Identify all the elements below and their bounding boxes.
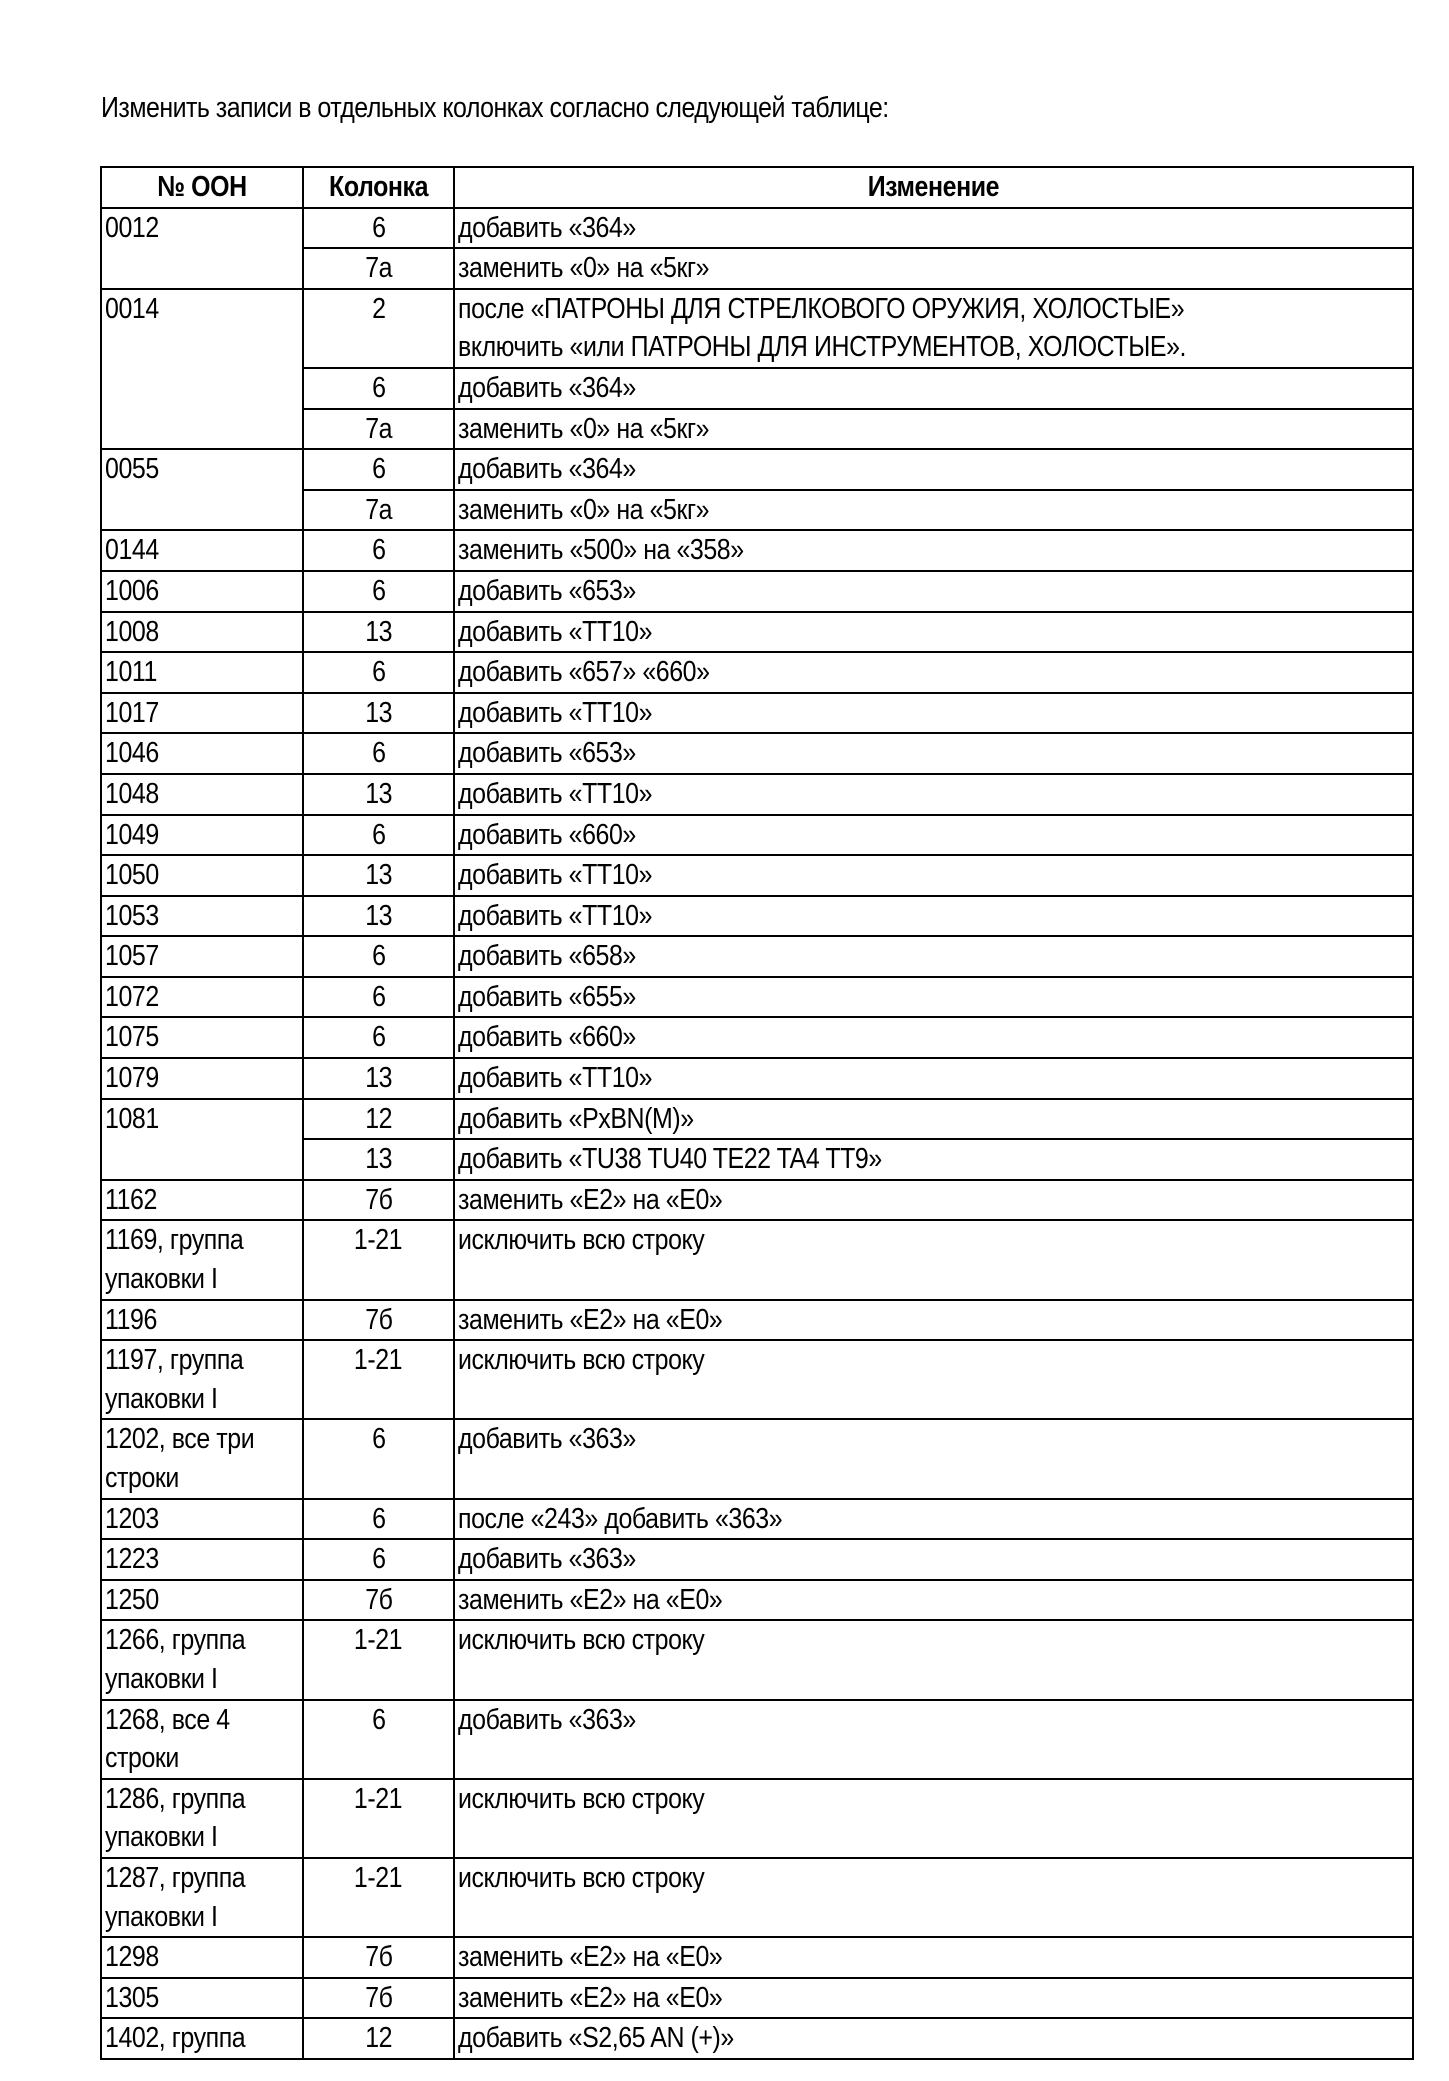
change-cell	[454, 1180, 1413, 1221]
column-cell: 6	[303, 733, 454, 774]
column-cell: 6	[303, 1539, 454, 1580]
cell-line: исключить всю строку	[458, 1344, 705, 1377]
cell-line: 1053	[105, 899, 159, 932]
table-row	[101, 208, 1413, 249]
table-header-row	[101, 167, 1413, 208]
column-cell: 7б	[303, 1978, 454, 2019]
cell-line: добавить «ТТ10»	[458, 859, 653, 892]
cell-line: заменить «Е2» на «Е0»	[458, 1183, 723, 1216]
table-row	[101, 530, 1413, 571]
change-cell	[454, 1017, 1413, 1058]
column-cell: 6	[303, 977, 454, 1018]
table-row	[101, 1858, 1413, 1937]
header-change: Изменение	[454, 167, 1413, 208]
column-cell: 6	[303, 936, 454, 977]
column-cell: 6	[303, 1499, 454, 1540]
changes-table	[100, 166, 1414, 2060]
cell-line: добавить «364»	[458, 371, 636, 404]
column-cell: 13	[303, 855, 454, 896]
change-cell	[454, 530, 1413, 571]
un-number-cell	[101, 733, 303, 774]
cell-line: добавить «ТТ10»	[458, 615, 653, 648]
table-row	[101, 815, 1413, 856]
column-cell: 7а	[303, 248, 454, 289]
change-cell	[454, 1419, 1413, 1498]
cell-line: 1162	[105, 1183, 157, 1216]
column-cell: 7б	[303, 1180, 454, 1221]
cell-line: 0144	[105, 534, 159, 567]
column-cell: 2	[303, 289, 454, 368]
un-number-cell	[101, 1539, 303, 1580]
un-number-cell	[101, 1499, 303, 1540]
table-row	[101, 936, 1413, 977]
cell-line: добавить «ТТ10»	[458, 696, 653, 729]
column-cell: 13	[303, 1139, 454, 1180]
column-cell: 13	[303, 774, 454, 815]
change-cell	[454, 1058, 1413, 1099]
cell-line: 0014	[105, 292, 159, 325]
intro-text: Изменить записи в отдельных колонках согласно следующей таблице:	[101, 92, 889, 124]
un-number-cell	[101, 977, 303, 1018]
cell-line: 1006	[105, 574, 159, 607]
cell-line: 1223	[105, 1543, 159, 1576]
un-number-cell	[101, 1300, 303, 1341]
change-cell	[454, 490, 1413, 531]
table-row	[101, 1539, 1413, 1580]
un-number-cell	[101, 571, 303, 612]
cell-line: 1075	[105, 1021, 159, 1054]
table-row	[101, 1300, 1413, 1341]
cell-line: строки	[105, 1742, 179, 1775]
change-cell	[454, 855, 1413, 896]
change-cell	[454, 1700, 1413, 1779]
change-cell	[454, 1978, 1413, 2019]
cell-line: исключить всю строку	[458, 1861, 705, 1894]
column-cell: 1-21	[303, 1340, 454, 1419]
cell-line: добавить «S2,65 AN (+)»	[458, 2022, 734, 2055]
cell-line: добавить «TU38 TU40 TE22 TA4 TT9»	[458, 1143, 882, 1176]
change-cell	[454, 733, 1413, 774]
cell-line: добавить «658»	[458, 940, 636, 973]
table-row	[101, 1580, 1413, 1621]
cell-line: заменить «Е2» на «Е0»	[458, 1981, 723, 2014]
cell-line: 1250	[105, 1583, 159, 1616]
table-row	[101, 1058, 1413, 1099]
column-cell: 13	[303, 896, 454, 937]
cell-line: упаковки I	[105, 1662, 218, 1695]
un-number-cell	[101, 652, 303, 693]
un-number-cell	[101, 289, 303, 449]
un-number-cell	[101, 1779, 303, 1858]
table-row	[101, 1620, 1413, 1699]
cell-line: 1268, все 4	[105, 1703, 230, 1736]
table-row	[101, 1779, 1413, 1858]
cell-line: добавить «660»	[458, 818, 636, 851]
table-row	[101, 289, 1413, 368]
column-cell: 12	[303, 2018, 454, 2059]
cell-line: 1203	[105, 1502, 159, 1535]
change-cell	[454, 1580, 1413, 1621]
cell-line: исключить всю строку	[458, 1624, 705, 1657]
column-cell: 1-21	[303, 1858, 454, 1937]
change-cell	[454, 1499, 1413, 1540]
table-row	[101, 449, 1413, 490]
change-cell	[454, 1620, 1413, 1699]
cell-line: 1287, группа	[105, 1861, 246, 1894]
table-row	[101, 1937, 1413, 1978]
un-number-cell	[101, 1620, 303, 1699]
change-cell	[454, 1539, 1413, 1580]
change-cell	[454, 1937, 1413, 1978]
un-number-cell	[101, 855, 303, 896]
table-row	[101, 1340, 1413, 1419]
cell-line: исключить всю строку	[458, 1782, 705, 1815]
un-number-cell	[101, 693, 303, 734]
cell-line: добавить «ТТ10»	[458, 777, 653, 810]
cell-line: 1081	[105, 1102, 159, 1135]
table-row	[101, 1180, 1413, 1221]
cell-line: заменить «Е2» на «Е0»	[458, 1941, 723, 1974]
cell-line: добавить «363»	[458, 1703, 636, 1736]
cell-line: 1305	[105, 1981, 159, 2014]
cell-line: добавить «363»	[458, 1423, 636, 1456]
cell-line: добавить «653»	[458, 574, 636, 607]
cell-line: 1050	[105, 859, 159, 892]
column-cell: 6	[303, 368, 454, 409]
column-cell: 1-21	[303, 1220, 454, 1299]
un-number-cell	[101, 1340, 303, 1419]
cell-line: исключить всю строку	[458, 1224, 705, 1257]
cell-line: упаковки I	[105, 1263, 218, 1296]
cell-line: 1049	[105, 818, 159, 851]
cell-line: добавить «ТТ10»	[458, 1062, 653, 1095]
cell-line: после «243» добавить «363»	[458, 1502, 783, 1535]
cell-line: добавить «ТТ10»	[458, 899, 653, 932]
un-number-cell	[101, 1099, 303, 1180]
cell-line: добавить «653»	[458, 737, 636, 770]
cell-line: 1079	[105, 1062, 159, 1095]
un-number-cell	[101, 1937, 303, 1978]
un-number-cell	[101, 1220, 303, 1299]
cell-line: 1202, все три	[105, 1423, 255, 1456]
cell-line: заменить «0» на «5кг»	[458, 412, 710, 445]
cell-line: добавить «660»	[458, 1021, 636, 1054]
cell-line: 1057	[105, 940, 159, 973]
cell-line: 0055	[105, 453, 159, 486]
cell-line: добавить «PxBN(M)»	[458, 1102, 694, 1135]
change-cell	[454, 248, 1413, 289]
change-cell	[454, 368, 1413, 409]
un-number-cell	[101, 612, 303, 653]
change-cell	[454, 1139, 1413, 1180]
column-cell: 6	[303, 571, 454, 612]
table-row	[101, 1017, 1413, 1058]
change-cell	[454, 977, 1413, 1018]
un-number-cell	[101, 530, 303, 571]
change-cell	[454, 612, 1413, 653]
cell-line: добавить «364»	[458, 453, 636, 486]
cell-line: добавить «364»	[458, 211, 636, 244]
cell-line: 1266, группа	[105, 1624, 246, 1657]
change-cell	[454, 936, 1413, 977]
cell-line: 1008	[105, 615, 159, 648]
un-number-cell	[101, 1419, 303, 1498]
cell-line: 1402, группа	[105, 2022, 246, 2055]
table-row	[101, 977, 1413, 1018]
un-number-cell	[101, 896, 303, 937]
cell-line: заменить «500» на «358»	[458, 534, 744, 567]
change-cell	[454, 1779, 1413, 1858]
un-number-cell	[101, 1180, 303, 1221]
cell-line: заменить «Е2» на «Е0»	[458, 1583, 723, 1616]
table-row	[101, 1978, 1413, 2019]
column-cell: 6	[303, 530, 454, 571]
column-cell: 7б	[303, 1937, 454, 1978]
un-number-cell	[101, 208, 303, 289]
un-number-cell	[101, 815, 303, 856]
cell-line: заменить «Е2» на «Е0»	[458, 1303, 723, 1336]
change-cell	[454, 1099, 1413, 1140]
change-cell	[454, 2018, 1413, 2059]
change-cell	[454, 409, 1413, 450]
change-cell	[454, 693, 1413, 734]
column-cell: 6	[303, 815, 454, 856]
cell-line: добавить «363»	[458, 1543, 636, 1576]
change-cell	[454, 1220, 1413, 1299]
change-cell	[454, 289, 1413, 368]
header-un-number: № ООН	[101, 167, 303, 208]
un-number-cell	[101, 449, 303, 530]
change-cell	[454, 208, 1413, 249]
cell-line: 1011	[105, 656, 157, 689]
column-cell: 13	[303, 693, 454, 734]
table-row	[101, 896, 1413, 937]
cell-line: включить «или ПАТРОНЫ ДЛЯ ИНСТРУМЕНТОВ, ХОЛОСТЫЕ».	[458, 331, 1187, 364]
table-row	[101, 571, 1413, 612]
column-cell: 12	[303, 1099, 454, 1140]
change-cell	[454, 1340, 1413, 1419]
un-number-cell	[101, 936, 303, 977]
change-cell	[454, 449, 1413, 490]
column-cell: 6	[303, 449, 454, 490]
column-cell: 6	[303, 208, 454, 249]
cell-line: после «ПАТРОНЫ ДЛЯ СТРЕЛКОВОГО ОРУЖИЯ, ХОЛОСТЫЕ»	[458, 292, 1185, 325]
cell-line: упаковки I	[105, 1900, 218, 1933]
change-cell	[454, 571, 1413, 612]
change-cell	[454, 815, 1413, 856]
table-row	[101, 1499, 1413, 1540]
column-cell: 1-21	[303, 1779, 454, 1858]
column-cell: 6	[303, 652, 454, 693]
cell-line: заменить «0» на «5кг»	[458, 252, 710, 285]
header-column: Колонка	[303, 167, 454, 208]
table-row	[101, 855, 1413, 896]
column-cell: 6	[303, 1700, 454, 1779]
un-number-cell	[101, 1858, 303, 1937]
column-cell: 6	[303, 1017, 454, 1058]
column-cell: 7б	[303, 1580, 454, 1621]
cell-line: заменить «0» на «5кг»	[458, 493, 710, 526]
cell-line: строки	[105, 1462, 179, 1494]
cell-line: 1046	[105, 737, 159, 770]
table-row	[101, 652, 1413, 693]
cell-line: добавить «657» «660»	[458, 656, 710, 689]
column-cell: 13	[303, 1058, 454, 1099]
cell-line: упаковки I	[105, 1821, 218, 1854]
column-cell: 1-21	[303, 1620, 454, 1699]
cell-line: 0012	[105, 211, 159, 244]
column-cell: 7а	[303, 490, 454, 531]
change-cell	[454, 774, 1413, 815]
table-row	[101, 612, 1413, 653]
table-row	[101, 2018, 1413, 2059]
table-row	[101, 733, 1413, 774]
table-row	[101, 1220, 1413, 1299]
cell-line: 1197, группа	[105, 1344, 244, 1377]
table-row	[101, 1419, 1413, 1498]
table-row	[101, 774, 1413, 815]
un-number-cell	[101, 1017, 303, 1058]
cell-line: упаковки I	[105, 1382, 218, 1415]
change-cell	[454, 896, 1413, 937]
change-cell	[454, 1300, 1413, 1341]
table-row	[101, 693, 1413, 734]
un-number-cell	[101, 2018, 303, 2059]
column-cell: 7б	[303, 1300, 454, 1341]
change-cell	[454, 652, 1413, 693]
un-number-cell	[101, 1580, 303, 1621]
un-number-cell	[101, 1058, 303, 1099]
change-cell	[454, 1858, 1413, 1937]
cell-line: 1017	[105, 696, 159, 729]
cell-line: 1196	[105, 1303, 157, 1336]
un-number-cell	[101, 1978, 303, 2019]
column-cell: 13	[303, 612, 454, 653]
cell-line: 1072	[105, 980, 159, 1013]
table-row	[101, 1700, 1413, 1779]
un-number-cell	[101, 1700, 303, 1779]
cell-line: 1286, группа	[105, 1782, 246, 1815]
cell-line: 1048	[105, 777, 159, 810]
cell-line: 1169, группа	[105, 1224, 244, 1257]
cell-line: 1298	[105, 1941, 159, 1974]
un-number-cell	[101, 774, 303, 815]
table-row	[101, 1099, 1413, 1140]
column-cell: 6	[303, 1419, 454, 1498]
cell-line: добавить «655»	[458, 980, 636, 1013]
column-cell: 7а	[303, 409, 454, 450]
